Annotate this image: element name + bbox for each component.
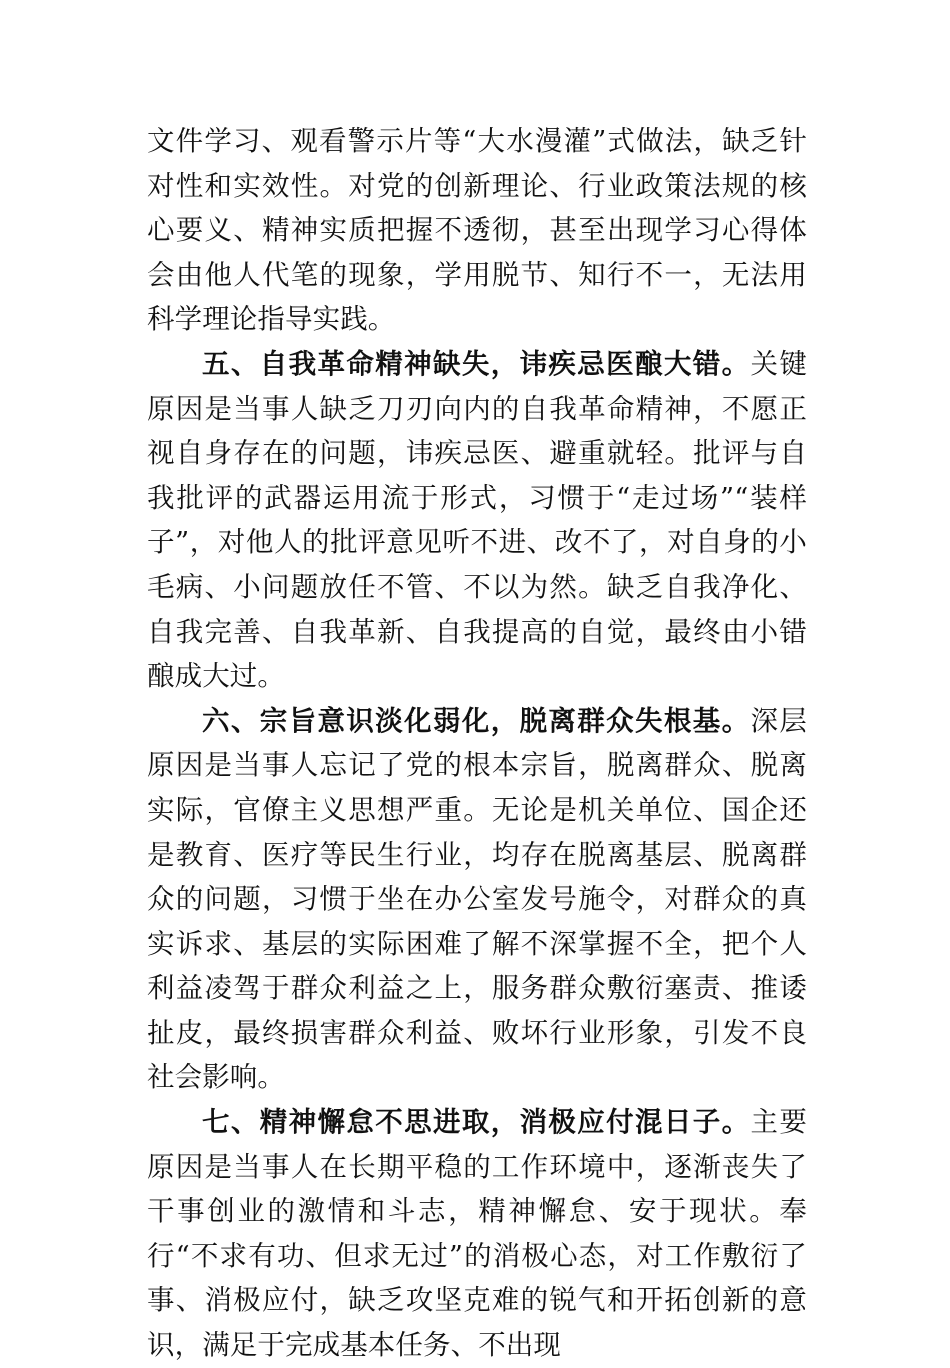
paragraph-section-five — [147, 342, 807, 699]
section-heading: 七、精神懈怠不思进取，消极应付混日子。 — [202, 1106, 751, 1139]
document-page — [147, 119, 807, 1368]
paragraph-text: 深层原因是当事人忘记了党的根本宗旨，脱离群众、脱离实际，官僚主义思想严重。无论是机关单位、国企还是教育、医疗等民生行业，均存在脱离基层、脱离群众的问题，习惯于坐在办公室发号施令，对群众的真实诉求、基层的实际困难了解不深掌握不全，把个人利益凌驾于群众利益之上，服务群众敷衍塞责、推诿扯皮，最终损害群众利益、败坏行业形象，引发不良社会影响。 — [147, 704, 808, 1094]
paragraph-text: 文件学习、观看警示片等“大水漫灌”式做法，缺乏针对性和实效性。对党的创新理论、行业政策法规的核心要义、精神实质把握不透彻，甚至出现学习心得体会由他人代笔的现象，学用脱节、知行不一，无法用科学理论指导实践。 — [147, 125, 807, 336]
section-heading: 五、自我革命精神缺失，讳疾忌医酿大错。 — [202, 347, 751, 380]
paragraph-section-seven — [147, 1100, 807, 1368]
paragraph-text: 主要原因是当事人在长期平稳的工作环境中，逐渐丧失了干事创业的激情和斗志，精神懈怠、安于现状。奉行“不求有功、但求无过”的消极心态，对工作敷衍了事、消极应付，缺乏攻坚克难的锐气和开拓创新的意识，满足于完成基本任务、不出现 — [147, 1106, 808, 1362]
section-heading: 六、宗旨意识淡化弱化，脱离群众失根基。 — [202, 704, 751, 737]
paragraph-section-six — [147, 699, 807, 1100]
paragraph-continued — [147, 119, 807, 342]
paragraph-text: 关键原因是当事人缺乏刀刃向内的自我革命精神，不愿正视自身存在的问题，讳疾忌医、避重就轻。批评与自我批评的武器运用流于形式，习惯于“走过场”“装样子”，对他人的批评意见听不进、改不了，对自身的小毛病、小问题放任不管、不以为然。缺乏自我净化、自我完善、自我革新、自我提高的自觉，最终由小错酿成大过。 — [147, 347, 808, 693]
